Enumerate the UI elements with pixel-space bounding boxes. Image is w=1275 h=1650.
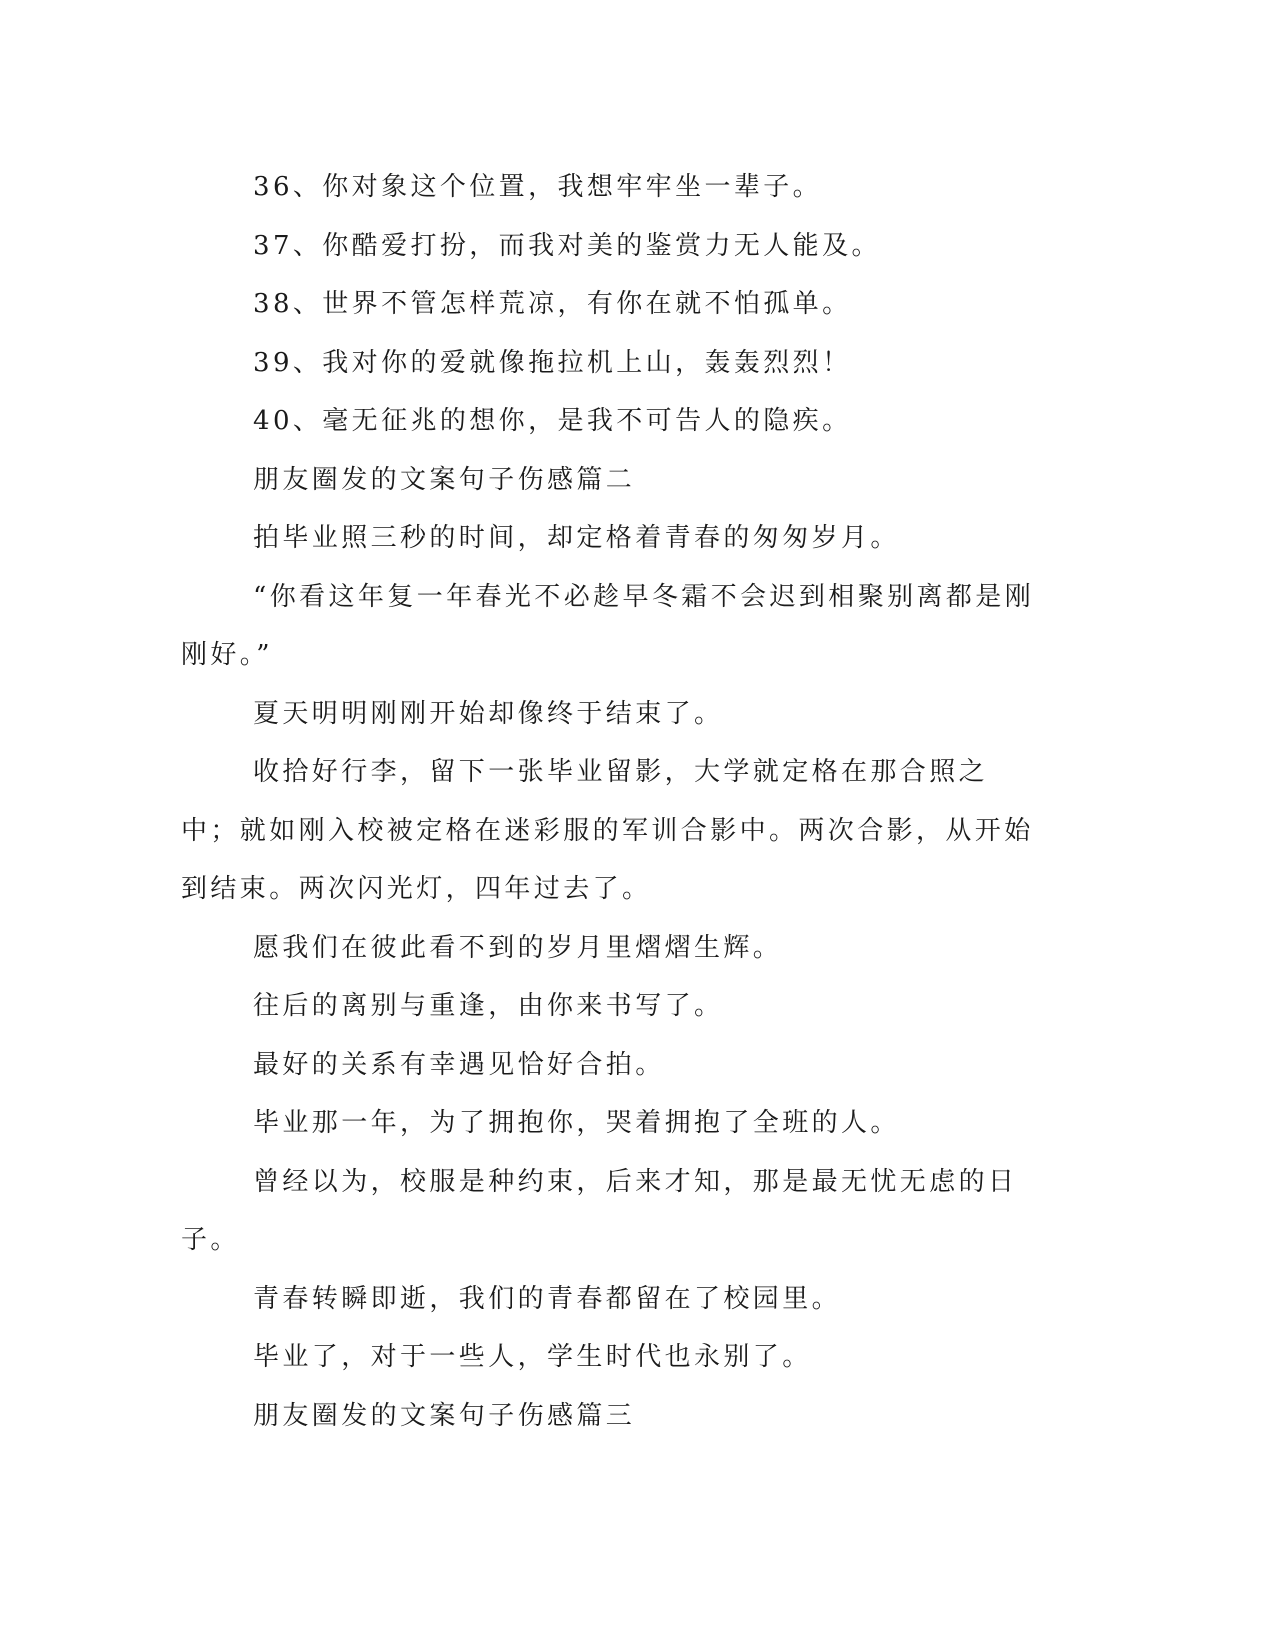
paragraph: 收拾好行李，留下一张毕业留影，大学就定格在那合照之中；就如刚入校被定格在迷彩服的军训合影中。两次合影，从开始到结束。两次闪光灯，四年过去了。 (181, 757, 1034, 904)
paragraph: 曾经以为，校服是种约束，后来才知，那是最无忧无虑的日子。 (181, 1166, 1018, 1255)
list-item: 36、你对象这个位置，我想牢牢坐一辈子。 (253, 172, 823, 202)
list-item: 39、我对你的爱就像拖拉机上山，轰轰烈烈！ (253, 347, 852, 378)
paragraph: 青春转瞬即逝，我们的青春都留在了校园里。 (253, 1283, 842, 1314)
paragraph: “你看这年复一年春光不必趁早冬霜不会迟到相聚别离都是刚刚好。” (181, 581, 1035, 670)
paragraph: 夏天明明刚刚开始却像终于结束了。 (253, 698, 724, 729)
section-heading: 朋友圈发的文案句子伤感篇二 (253, 464, 636, 495)
section-heading: 朋友圈发的文案句子伤感篇三 (253, 1400, 636, 1431)
paragraph: 往后的离别与重逢，由你来书写了。 (253, 991, 724, 1021)
list-item: 37、你酷爱打扮，而我对美的鉴赏力无人能及。 (253, 230, 881, 261)
list-item: 40、毫无征兆的想你，是我不可告人的隐疾。 (253, 406, 852, 436)
paragraph: 拍毕业照三秒的时间，却定格着青春的匆匆岁月。 (253, 523, 900, 553)
paragraph: 毕业那一年，为了拥抱你，哭着拥抱了全班的人。 (253, 1108, 900, 1138)
paragraph: 最好的关系有幸遇见恰好合拍。 (253, 1049, 665, 1080)
paragraph: 愿我们在彼此看不到的岁月里熠熠生辉。 (253, 932, 783, 963)
document-body (181, 158, 1041, 1445)
paragraph: 毕业了，对于一些人，学生时代也永别了。 (253, 1342, 812, 1372)
list-item: 38、世界不管怎样荒凉，有你在就不怕孤单。 (253, 289, 852, 319)
